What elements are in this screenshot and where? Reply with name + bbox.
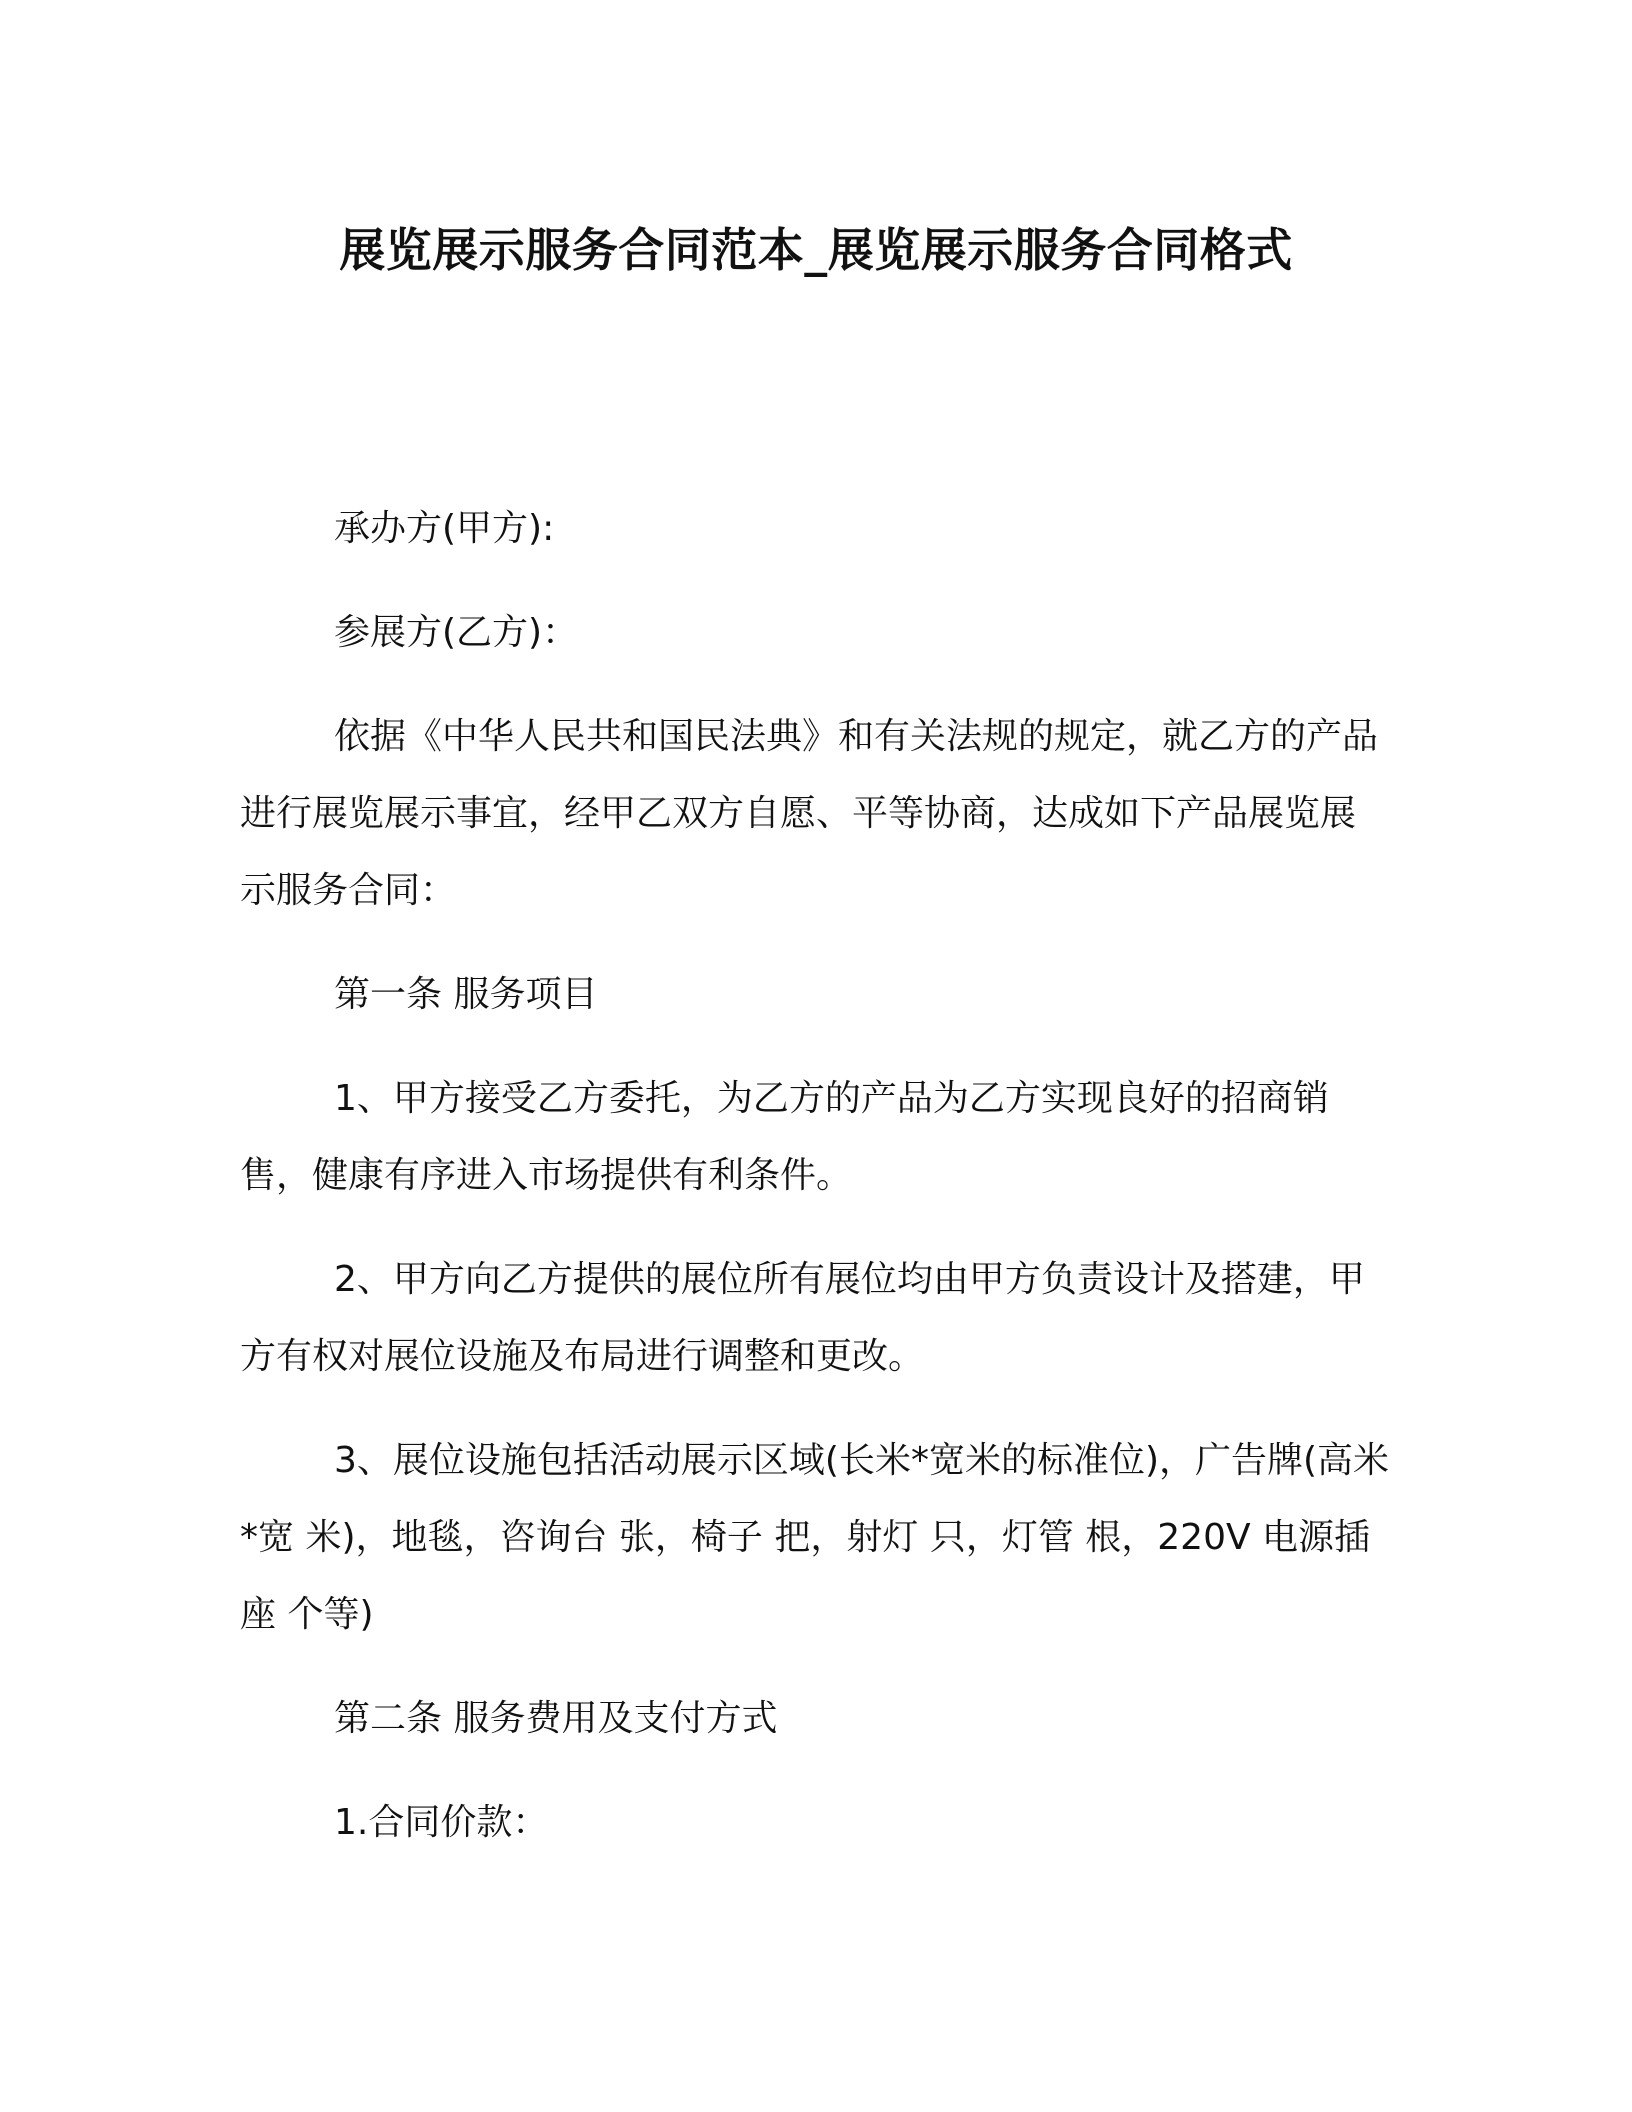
document-title: 展览展示服务合同范本_展览展示服务合同格式 bbox=[339, 223, 1293, 277]
party-a-line: 承办方(甲方): bbox=[334, 508, 555, 549]
article-1-clause-1: 1、甲方接受乙方委托，为乙方的产品为乙方实现良好的招商销售，健康有序进入市场提供有利条件。 bbox=[240, 1078, 1329, 1196]
article-2-heading: 第二条 服务费用及支付方式 bbox=[334, 1698, 778, 1739]
party-b-line: 参展方(乙方)： bbox=[334, 612, 579, 653]
article-1-clause-3: 3、展位设施包括活动展示区域(长米*宽米的标准位)，广告牌(高米*宽 米)，地毯，咨询台 张，椅子 把，射灯 只，灯管 根，220V 电源插座 个等) bbox=[240, 1440, 1390, 1635]
document-body bbox=[240, 490, 1390, 1861]
article-1-heading: 第一条 服务项目 bbox=[334, 974, 598, 1015]
article-1-clause-2: 2、甲方向乙方提供的展位所有展位均由甲方负责设计及搭建，甲方有权对展位设施及布局进行调整和更改。 bbox=[240, 1259, 1365, 1377]
preamble-paragraph: 依据《中华人民共和国民法典》和有关法规的规定，就乙方的产品进行展览展示事宜，经甲乙双方自愿、平等协商，达成如下产品展览展示服务合同： bbox=[240, 716, 1379, 911]
article-2-clause-1: 1.合同价款： bbox=[334, 1802, 549, 1843]
